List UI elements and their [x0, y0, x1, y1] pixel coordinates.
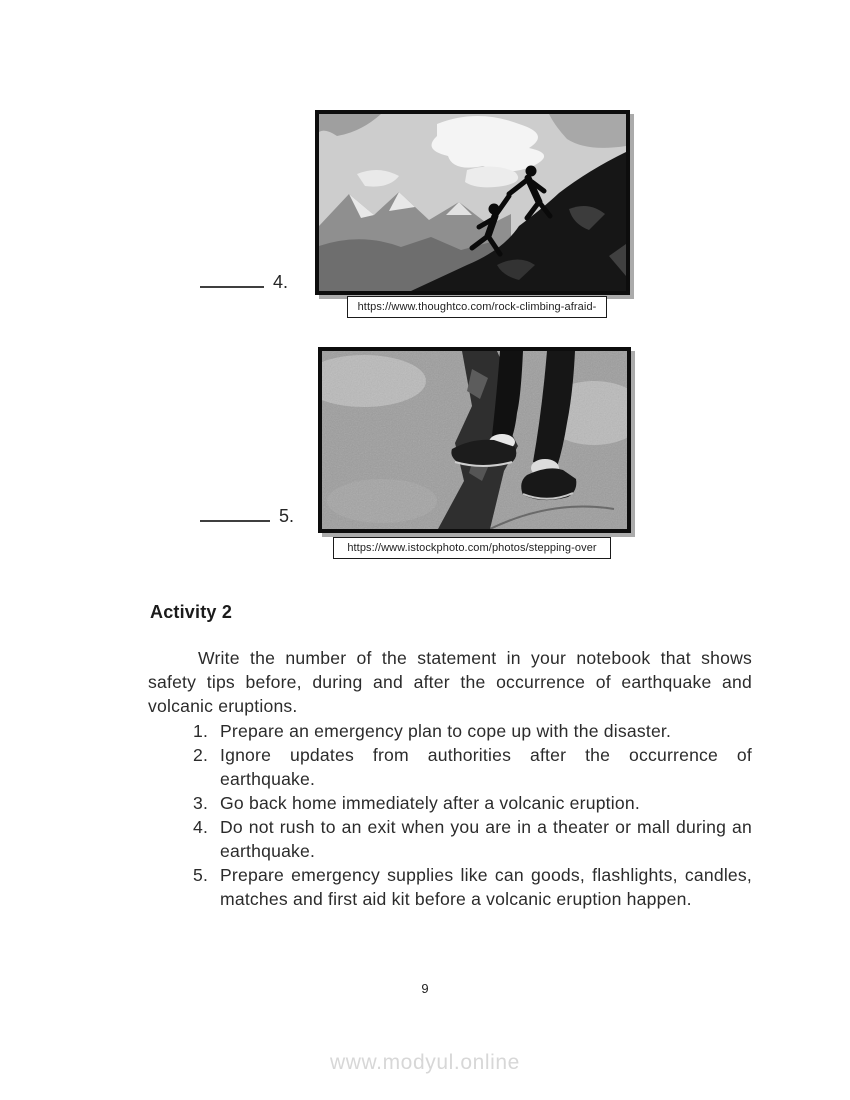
answer-blank-line	[200, 503, 270, 522]
statement-text: Do not rush to an exit when you are in a theater or mall during an earthquake.	[220, 817, 752, 861]
statement-number: 3.	[193, 793, 209, 813]
item-number: 5.	[279, 506, 295, 526]
statement-number: 1.	[193, 721, 209, 741]
stepping-over-crack-photo-illustration	[322, 351, 627, 529]
activity-instructions: Write the number of the statement in your notebook that shows safety tips before, during and after the occurrence of earthquake and volcanic eruptions.	[148, 648, 752, 716]
page-number: 9	[421, 981, 429, 996]
rock-climbing-photo-illustration	[319, 114, 626, 291]
figure-stepping-over-crack	[318, 347, 631, 533]
watermark: www.modyul.online	[330, 1051, 520, 1074]
statement-text: Prepare emergency supplies like can goods, flashlights, candles, matches and first aid kit before a volcanic eruption happen.	[220, 865, 752, 909]
statement-number: 2.	[193, 745, 209, 765]
statements-list	[193, 719, 752, 911]
statement-number: 4.	[193, 817, 209, 837]
statement-text: Go back home immediately after a volcanic eruption.	[220, 793, 640, 813]
statement-number: 5.	[193, 865, 209, 885]
figure-caption-url: https://www.istockphoto.com/photos/stepping-over	[333, 537, 611, 559]
activity-title: Activity 2	[150, 602, 233, 622]
statement-item	[193, 791, 752, 815]
statement-text: Prepare an emergency plan to cope up with the disaster.	[220, 721, 672, 741]
figure-rock-climbing	[315, 110, 630, 295]
statement-item	[193, 743, 752, 791]
statement-text: Ignore updates from authorities after the occurrence of earthquake.	[220, 745, 752, 789]
answer-blank-item-5	[200, 503, 294, 527]
statement-item	[193, 719, 752, 743]
statement-item	[193, 863, 752, 911]
item-number: 4.	[273, 272, 289, 292]
statement-item	[193, 815, 752, 863]
figure-caption-url: https://www.thoughtco.com/rock-climbing-afraid-	[347, 296, 607, 318]
answer-blank-line	[200, 269, 264, 288]
answer-blank-item-4	[200, 269, 288, 293]
activity-section	[148, 600, 752, 911]
